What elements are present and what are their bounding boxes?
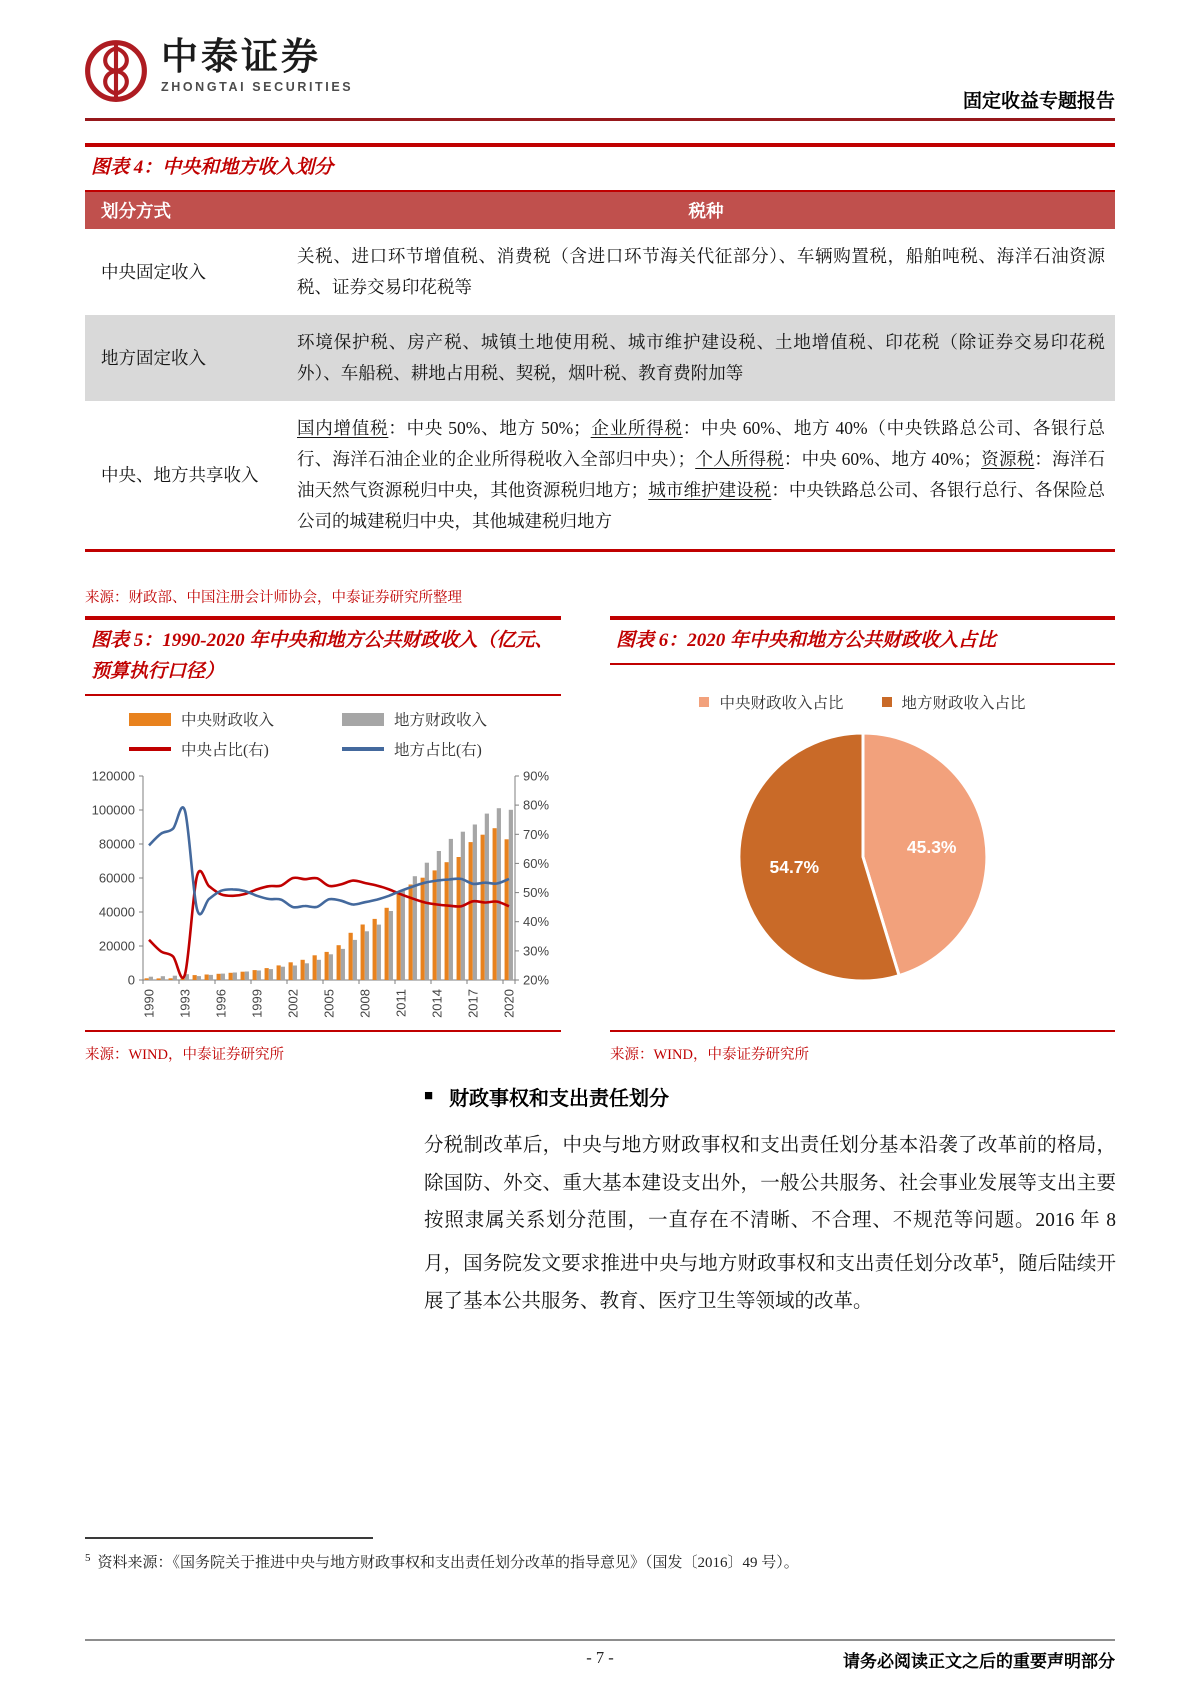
- line-legend-swatch: [342, 747, 384, 751]
- svg-text:60%: 60%: [523, 855, 550, 871]
- figure5-legend: [129, 708, 555, 760]
- svg-text:90%: 90%: [523, 768, 550, 784]
- combo-chart-svg: [85, 764, 561, 1042]
- figure4-table-body: [85, 229, 1115, 549]
- legend-item: [342, 738, 555, 760]
- figure5-block: [85, 616, 561, 1086]
- svg-text:40%: 40%: [523, 914, 550, 930]
- figure4-table: [85, 192, 1115, 549]
- row-content: 关税、进口环节增值税、消费税（含进口环节海关代征部分）、车辆购置税，船舶吨税、海洋石油资源税、证券交易印花税等: [297, 246, 1105, 297]
- line-legend-swatch: [129, 747, 171, 751]
- legend-item: [342, 708, 555, 730]
- svg-text:30%: 30%: [523, 943, 550, 959]
- brand-name-cn: 中泰证券: [161, 36, 321, 77]
- row-label: 地方固定收入: [101, 347, 206, 368]
- legend-item: [882, 691, 1026, 713]
- legend-label: 地方占比(右): [394, 742, 482, 759]
- svg-text:80000: 80000: [98, 836, 135, 852]
- body-paragraph: 分税制改革后，中央与地方财政事权和支出责任划分基本沿袭了改革前的格局，除国防、外交、重大基本建设支出外，一般公共服务、社会事业发展等支出主要按照隶属关系划分范围，一直存在不清晰、不合理、不规范等问题。2016 年 8 月，国务院发文要求推进中央与地方财政事权和支出责任划分改革$^5$，随后陆续开展了基本公共服务、教育、医疗卫生等领域的改革。: [424, 1135, 1116, 1312]
- figure6-title-band: [610, 616, 1115, 665]
- figure5-footer: [85, 1030, 561, 1064]
- header-brand: [83, 38, 353, 104]
- brand-name-en: ZHONGTAI SECURITIES: [161, 79, 354, 94]
- legend-label: 地方财政收入占比: [901, 695, 1026, 712]
- svg-text:20%: 20%: [523, 972, 550, 988]
- table-row: [85, 229, 1115, 315]
- row-label: 中央、地方共享收入: [101, 464, 259, 485]
- figure6-chart: [610, 727, 1115, 987]
- figure5-bottom-rule: [85, 1030, 561, 1032]
- figure6-legend: [610, 691, 1115, 713]
- figure4-title-band: [85, 143, 1115, 192]
- brand-text: [161, 38, 353, 94]
- svg-text:2020: 2020: [501, 989, 517, 1018]
- legend-label: 中央财政收入: [181, 712, 275, 729]
- svg-text:1999: 1999: [249, 989, 265, 1018]
- svg-text:2017: 2017: [465, 989, 481, 1018]
- svg-text:2002: 2002: [285, 989, 301, 1018]
- figure4-bottom-rule: [85, 549, 1115, 552]
- figure5-title-band: [85, 616, 561, 696]
- svg-text:2011: 2011: [393, 989, 409, 1017]
- svg-text:40000: 40000: [98, 904, 135, 920]
- legend-item: [129, 738, 342, 760]
- table-row: [85, 401, 1115, 549]
- footnote-divider: [85, 1537, 373, 1539]
- footnote-text: $^5$ 资料来源：《国务院关于推进中央与地方财政事权和支出责任划分改革的指导意见》（国发〔2016〕49 号）。: [85, 1552, 799, 1571]
- table-header-row: [85, 192, 1115, 229]
- svg-text:0: 0: [127, 972, 135, 988]
- figure4-block: [85, 143, 1115, 607]
- footnote-ref: 5: [992, 1250, 999, 1265]
- legend-label: 中央占比(右): [181, 742, 269, 759]
- footer-disclaimer: 请务必阅读正文之后的重要声明部分: [843, 1652, 1115, 1671]
- svg-text:1990: 1990: [141, 989, 157, 1018]
- section-bullet-icon: ■: [424, 1088, 434, 1104]
- figure6-bottom-rule: [610, 1030, 1115, 1032]
- row-content: 环境保护税、房产税、城镇土地使用税、城市维护建设税、土地增值税、印花税（除证券交易印花税外）、车船税、耕地占用税、契税，烟叶税、教育费附加等: [297, 332, 1105, 383]
- figure5-title: 图表 5：1990-2020 年中央和地方公共财政收入（亿元、预算执行口径）: [91, 630, 554, 682]
- svg-text:120000: 120000: [91, 768, 135, 784]
- svg-text:100000: 100000: [91, 802, 135, 818]
- row-label: 中央固定收入: [101, 261, 206, 282]
- svg-text:1993: 1993: [177, 989, 193, 1018]
- figure6-source: 来源：WIND，中泰证券研究所: [610, 1047, 809, 1063]
- figure4-source: 来源：财政部、中国注册会计师协会，中泰证券研究所整理: [85, 590, 462, 606]
- svg-text:54.7%: 54.7%: [768, 857, 819, 878]
- pie-chart-svg: [733, 727, 993, 987]
- figure4-title: 图表 4：中央和地方收入划分: [91, 157, 334, 178]
- svg-text:60000: 60000: [98, 870, 135, 886]
- svg-text:2005: 2005: [321, 989, 337, 1018]
- table-row: [85, 315, 1115, 401]
- row-content: 国内增值税：中央 50%、地方 50%；企业所得税：中央 60%、地方 40%（中央铁路总公司、各银行总行、海洋石油企业的企业所得税收入全部归中央）；个人所得税：中央 60%、地方 40%；资源税：海洋石油天然气资源税归中央，其他资源税归地方；城市维护建设税：中央铁路总公司、各银行总行、各保险总公司的城建税归中央，其他城建税归地方: [297, 418, 1106, 531]
- legend-label: 中央财政收入占比: [719, 695, 844, 712]
- body-section: [424, 1082, 1116, 1320]
- report-type-label: 固定收益专题报告: [962, 91, 1115, 112]
- svg-text:45.3%: 45.3%: [906, 836, 957, 857]
- svg-text:70%: 70%: [523, 826, 550, 842]
- legend-label: 地方财政收入: [394, 712, 488, 729]
- section-heading: 财政事权和支出责任划分: [449, 1088, 670, 1110]
- svg-text:50%: 50%: [523, 885, 550, 901]
- footnote-number: 5: [85, 1552, 91, 1564]
- bar-legend-swatch: [129, 713, 171, 726]
- svg-text:1996: 1996: [213, 989, 229, 1018]
- svg-text:20000: 20000: [98, 938, 135, 954]
- header-divider: [85, 118, 1115, 121]
- table-header-method: 划分方式: [85, 192, 297, 229]
- bar-legend-swatch: [342, 713, 384, 726]
- legend-item: [699, 691, 843, 713]
- footer-divider: [85, 1639, 1115, 1641]
- figure5-source: 来源：WIND，中泰证券研究所: [85, 1047, 284, 1063]
- figure6-footer: [610, 1030, 1115, 1064]
- figure5-chart: [85, 764, 561, 1047]
- table-header-taxes: 税种: [297, 192, 1115, 229]
- svg-text:80%: 80%: [523, 797, 550, 813]
- figure6-block: [610, 616, 1115, 1086]
- page-number: - 7 -: [586, 1648, 614, 1667]
- section-heading-row: [424, 1082, 1116, 1111]
- legend-item: [129, 708, 342, 730]
- svg-text:2008: 2008: [357, 989, 373, 1018]
- svg-text:2014: 2014: [429, 989, 445, 1018]
- figure6-title: 图表 6：2020 年中央和地方公共财政收入占比: [616, 630, 997, 651]
- pie-legend-swatch: [882, 697, 892, 707]
- zhongtai-logo: [83, 38, 149, 104]
- pie-legend-swatch: [699, 697, 709, 707]
